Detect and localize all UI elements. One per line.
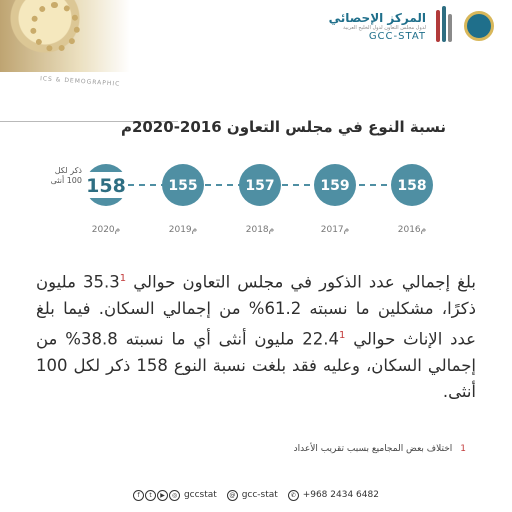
logo-text (329, 11, 426, 42)
gear-emblem-icon (30, 2, 80, 52)
legend-label: ذكر لكل 100 أنثى (50, 166, 82, 185)
header-banner (0, 0, 512, 72)
data-point-2018م (239, 164, 281, 235)
paragraph-sentence-2: مليون ذكرًا، مشكلين ما نسبته 61.2% من إجمالي السكان. فيما بلغ عدد الإناث حوالي 22.4 (36, 272, 477, 348)
footnote (294, 444, 466, 454)
logo-group (329, 6, 494, 46)
phone-number[interactable]: +968 2434 6482 (302, 489, 379, 500)
logo-subtitle: لدول مجلس التعاون لدول الخليج العربية (343, 24, 426, 31)
social-handle-group (133, 490, 217, 501)
gcc-emblem-icon (464, 11, 494, 41)
paragraph-sentence-1: بلغ إجمالي عدد الذكور في مجلس التعاون حوالي 35.3 (83, 272, 476, 292)
instagram-icon[interactable]: ◎ (169, 490, 180, 501)
footer-contacts (0, 478, 512, 512)
page-title: نسبة النوع في مجلس التعاون 2016-2020م (120, 118, 446, 136)
year-label: 2018م (245, 225, 275, 235)
summary-paragraph (36, 266, 476, 406)
data-point-2017م (314, 164, 356, 235)
year-label: 2017م (320, 225, 350, 235)
whatsapp-icon[interactable]: ✆ (288, 490, 299, 501)
logo-english: GCC-STAT (368, 30, 426, 42)
data-point-2016م (391, 164, 433, 235)
facebook-icon[interactable]: f (133, 490, 144, 501)
value-label: 159 (320, 178, 350, 194)
at-icon[interactable]: @ (227, 490, 238, 501)
value-label: 157 (245, 178, 275, 194)
youtube-icon[interactable]: ▶ (157, 490, 168, 501)
sex-ratio-chart (0, 160, 512, 250)
paragraph-sentence-3: مليون أنثى أي ما نسبته 38.8% من إجمالي السكان، وعليه فقد بلغت نسبة النوع 158 ذكر لكل 100 أنثى. (36, 329, 476, 401)
gccstat-logo-icon (434, 6, 456, 46)
social-handle[interactable]: gccstat (183, 489, 217, 500)
logo-arabic: المركز الإحصائي (328, 10, 426, 25)
twitter-icon[interactable]: t (145, 490, 156, 501)
secondary-handle[interactable]: gcc-stat (241, 489, 278, 500)
year-label: 2019م (168, 225, 198, 235)
year-label: 2016م (397, 225, 427, 235)
banner-arc-text: ICS & DEMOGRAPHIC (39, 75, 121, 88)
value-label: 158 (86, 175, 126, 197)
footnote-text: اختلاف بعض المجاميع بسبب تقريب الأعداد (293, 444, 453, 454)
footnote-number: 1 (460, 444, 466, 454)
linkedin-group (227, 490, 278, 501)
phone-group (288, 490, 379, 501)
data-point-2019م (162, 164, 204, 235)
value-label: 155 (168, 178, 198, 194)
data-point-2020م (84, 164, 128, 235)
year-label: 2020م (91, 225, 121, 235)
footnote-ref-2: 1 (338, 329, 346, 341)
footnote-ref-1: 1 (119, 273, 127, 284)
value-label: 158 (397, 178, 427, 194)
